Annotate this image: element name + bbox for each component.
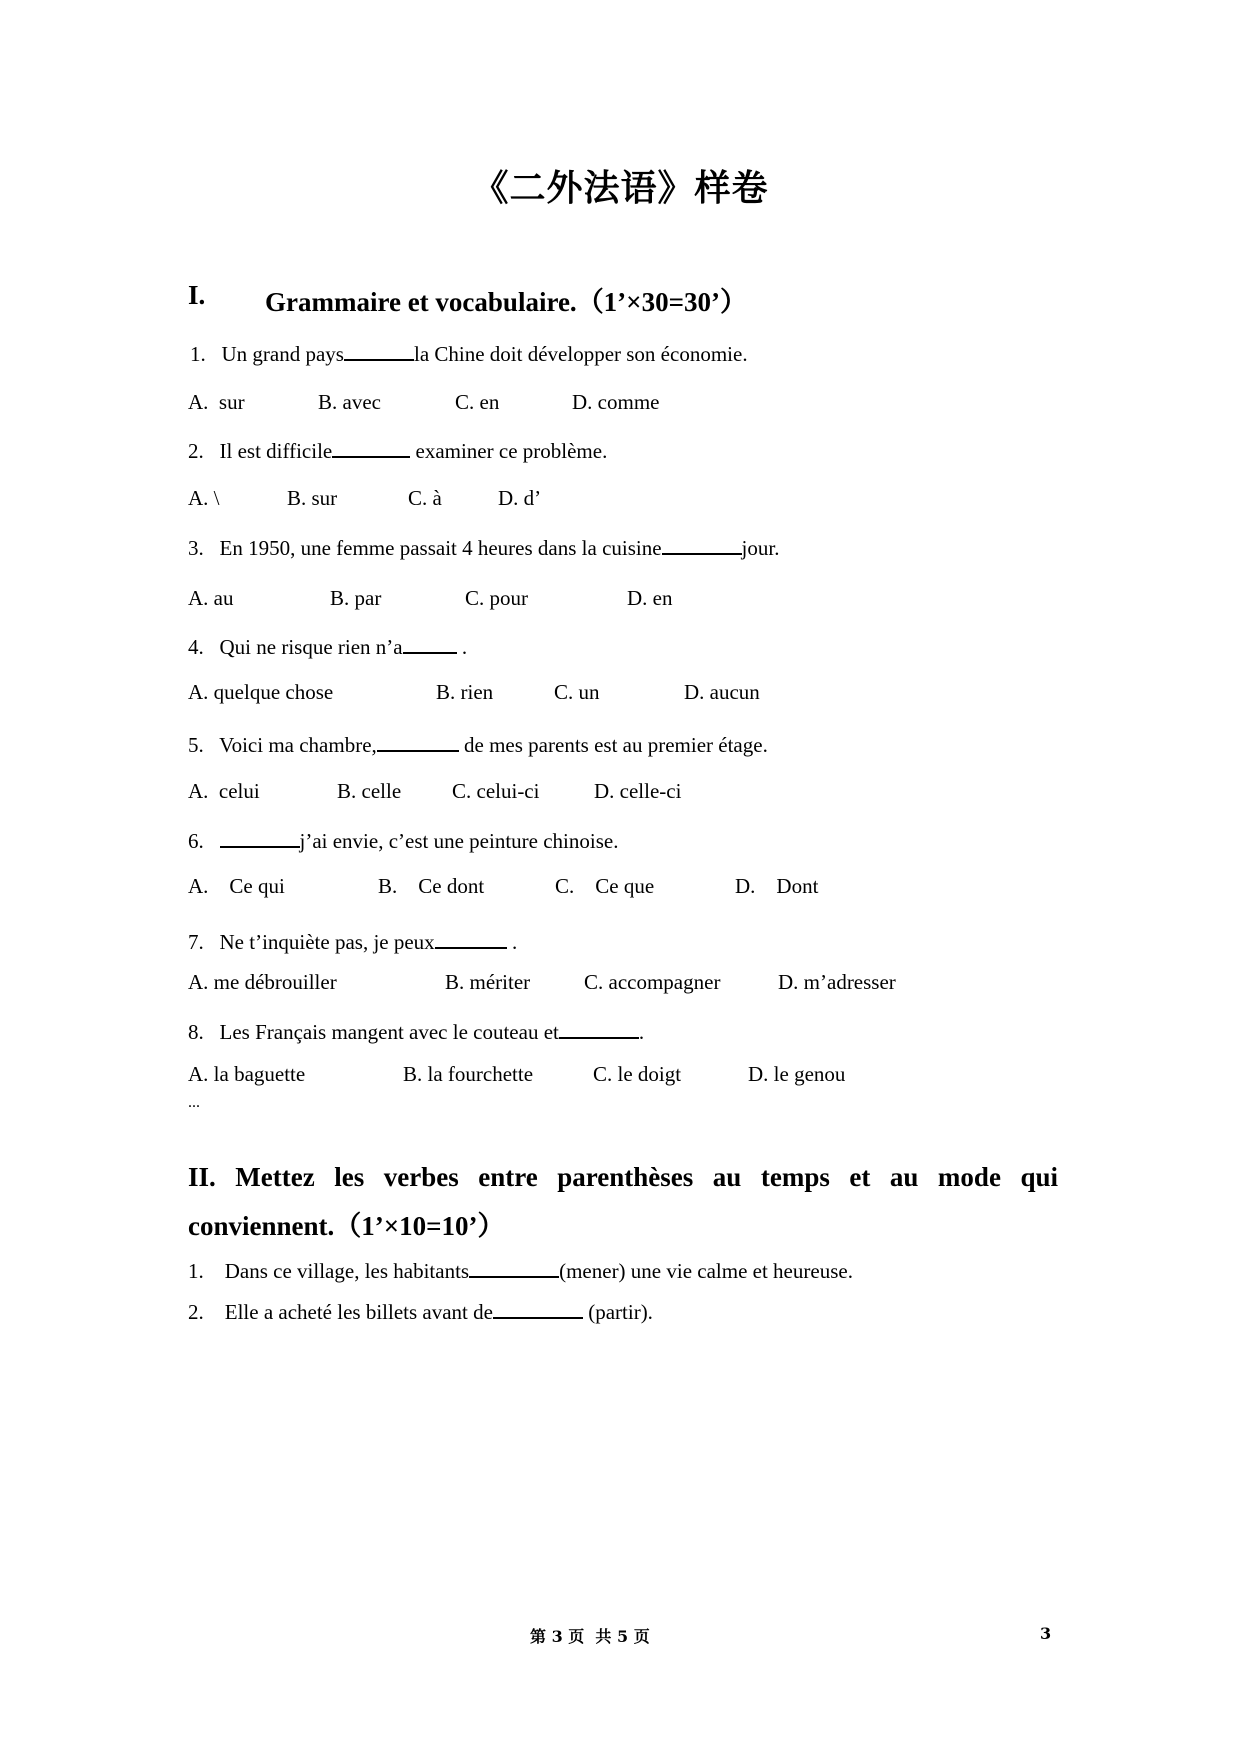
option-7d: D. m’adresser: [778, 970, 896, 994]
question-number: 1.: [190, 342, 206, 366]
option-2b: B. sur: [287, 486, 338, 510]
option-4c: C. un: [554, 680, 600, 704]
option-2a: A. \: [188, 486, 220, 510]
question-number: 2.: [188, 439, 204, 463]
option-5a: A. celui: [188, 779, 260, 803]
answer-blank: [493, 1296, 583, 1319]
question-1: [190, 338, 748, 367]
question-3: [188, 532, 779, 561]
question-8: [188, 1016, 644, 1045]
page-info: 第 3 页 共 5 页: [530, 1627, 650, 1646]
section-1-score: （1’×30=30’）: [576, 287, 747, 317]
question-number: 3.: [188, 536, 204, 560]
ellipsis: ...: [188, 1094, 200, 1111]
question-text: Voici ma chambre,: [219, 733, 377, 757]
question-number: 6.: [188, 829, 204, 853]
question-text: de mes parents est au premier étage.: [458, 733, 768, 757]
question-text: Qui ne risque rien n’a: [219, 635, 403, 659]
option-1c: C. en: [455, 390, 500, 414]
option-3c: C. pour: [465, 586, 528, 610]
question-text: En 1950, une femme passait 4 heures dans la cuisine: [219, 536, 662, 560]
answer-blank: [559, 1016, 639, 1039]
question-6: [188, 825, 618, 854]
section-1-heading: [265, 280, 747, 319]
option-2c: C. à: [408, 486, 442, 510]
section-1-title: Grammaire et vocabulaire.: [265, 287, 577, 317]
option-8b: B. la fourchette: [403, 1062, 534, 1086]
question-7: [188, 926, 517, 955]
question-text: Un grand pays: [221, 342, 344, 366]
question-number: 2.: [188, 1300, 204, 1324]
question-text: (mener) une vie calme et heureuse.: [559, 1259, 853, 1283]
option-8a: A. la baguette: [188, 1062, 306, 1086]
answer-blank: [344, 338, 414, 361]
answer-blank: [435, 926, 507, 949]
answer-blank: [220, 825, 300, 848]
option-3b: B. par: [330, 586, 382, 610]
question-text: Dans ce village, les habitants: [224, 1259, 470, 1283]
question-text: Elle a acheté les billets avant de: [224, 1300, 493, 1324]
question-number: 1.: [188, 1259, 204, 1283]
option-6a: A. Ce qui: [188, 874, 285, 898]
option-7b: B. mériter: [445, 970, 531, 994]
document-title: 《二外法语》样卷: [472, 168, 769, 209]
option-3a: A. au: [188, 586, 234, 610]
question-number: 8.: [188, 1020, 204, 1044]
answer-blank: [403, 631, 457, 654]
question-text: Ne t’inquiète pas, je peux: [219, 930, 435, 954]
option-5c: C. celui-ci: [452, 779, 540, 803]
answer-blank: [469, 1255, 559, 1278]
section-1-number: I.: [188, 280, 206, 310]
section-2-heading-line-1: II. Mettez les verbes entre parenthèses au temps et au mode qui: [188, 1162, 1058, 1192]
question-text: Les Français mangent avec le couteau et: [219, 1020, 559, 1044]
question-text: jour.: [741, 536, 780, 560]
question-text: .: [506, 930, 518, 954]
question-number: 5.: [188, 733, 204, 757]
section-2-question-1: [188, 1255, 853, 1284]
option-6c: C. Ce que: [555, 874, 655, 898]
option-8d: D. le genou: [748, 1062, 846, 1086]
question-text: .: [638, 1020, 645, 1044]
page-number: 3: [1040, 1624, 1052, 1643]
question-5: [188, 729, 768, 758]
option-5d: D. celle-ci: [594, 779, 682, 803]
option-7c: C. accompagner: [584, 970, 721, 994]
question-text: (partir).: [582, 1300, 653, 1324]
option-1b: B. avec: [318, 390, 381, 414]
question-text: examiner ce problème.: [410, 439, 608, 463]
question-text: j’ai envie, c’est une peinture chinoise.: [299, 829, 619, 853]
option-5b: B. celle: [337, 779, 402, 803]
answer-blank: [332, 435, 410, 458]
option-6d: D. Dont: [735, 874, 819, 898]
question-text: la Chine doit développer son économie.: [413, 342, 748, 366]
answer-blank: [662, 532, 742, 555]
option-6b: B. Ce dont: [378, 874, 485, 898]
section-2-heading-line-2: conviennent.（1’×10=10’）: [188, 1211, 505, 1241]
answer-blank: [377, 729, 459, 752]
question-2: [188, 435, 607, 464]
option-8c: C. le doigt: [593, 1062, 682, 1086]
option-7a: A. me débrouiller: [188, 970, 337, 994]
option-4d: D. aucun: [684, 680, 760, 704]
question-number: 7.: [188, 930, 204, 954]
option-4a: A. quelque chose: [188, 680, 334, 704]
question-number: 4.: [188, 635, 204, 659]
question-4: [188, 631, 467, 660]
question-text: Il est difficile: [219, 439, 333, 463]
option-4b: B. rien: [436, 680, 494, 704]
question-text: .: [456, 635, 468, 659]
option-1a: A. sur: [188, 390, 245, 414]
option-1d: D. comme: [572, 390, 660, 414]
option-2d: D. d’: [498, 486, 542, 510]
option-3d: D. en: [627, 586, 673, 610]
section-2-question-2: [188, 1296, 653, 1325]
